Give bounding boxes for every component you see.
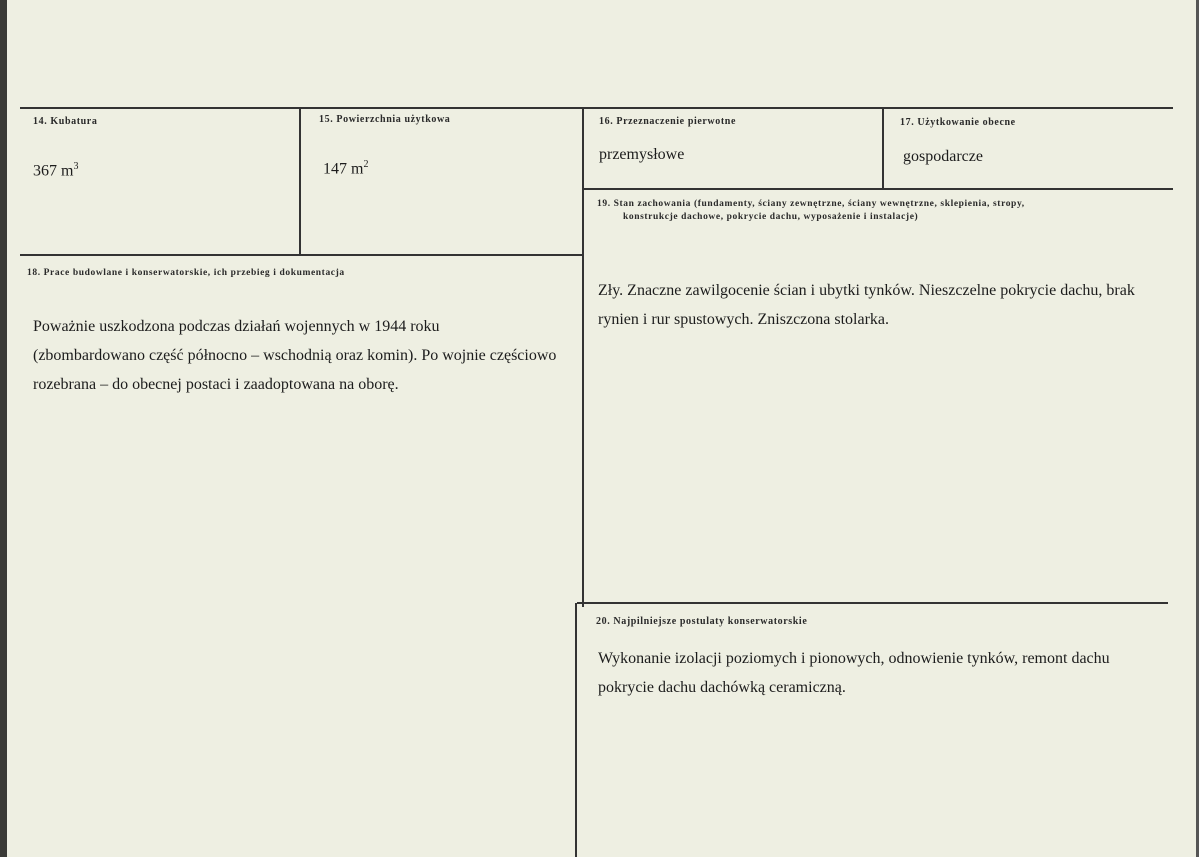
postulaty-line: pokrycie dachu dachówką ceramiczną. (598, 679, 846, 696)
divider (20, 254, 584, 256)
powierzchnia-label: 15. Powierzchnia użytkowa (319, 114, 451, 125)
divider (575, 603, 577, 857)
divider (583, 188, 1173, 190)
uzytkowanie-value: gospodarcze (903, 148, 983, 165)
prace-line: Poważnie uszkodzona podczas działań wojennych w 1944 roku (33, 318, 440, 335)
stan-line: rynien i rur spustowych. Zniszczona stolarka. (598, 311, 890, 328)
powierzchnia-value: 147 $m^2$ (323, 159, 369, 178)
stan-line: Zły. Znaczne zawilgocenie ścian i ubytki tynków. Nieszczelne pokrycie dachu, brak (598, 282, 1135, 299)
postulaty-text (598, 644, 1110, 702)
kubatura-label: 14. Kubatura (33, 116, 98, 127)
prace-line: (zbombardowano część północno – wschodnią oraz komin). Po wojnie częściowo (33, 347, 557, 364)
postulaty-line: Wykonanie izolacji poziomych i pionowych, odnowienie tynków, remont dachu (598, 650, 1110, 667)
prace-text (33, 312, 556, 399)
divider (299, 107, 301, 255)
scan-edge-left (0, 0, 7, 857)
prace-line: rozebrana – do obecnej postaci i zaadoptowana na oborę. (33, 376, 399, 393)
divider (20, 107, 1173, 109)
divider (577, 602, 1168, 604)
postulaty-label: 20. Najpilniejsze postulaty konserwatorskie (596, 616, 808, 627)
kubatura-value: 367 $m^3$ (33, 161, 79, 180)
przeznaczenie-label: 16. Przeznaczenie pierwotne (599, 116, 736, 127)
przeznaczenie-value: przemysłowe (599, 146, 685, 163)
uzytkowanie-label: 17. Użytkowanie obecne (900, 117, 1016, 128)
stan-text (598, 276, 1135, 334)
stan-label (597, 198, 1025, 224)
divider (882, 107, 884, 189)
prace-label: 18. Prace budowlane i konserwatorskie, ich przebieg i dokumentacja (27, 268, 345, 278)
stan-label-line2: konstrukcje dachowe, pokrycie dachu, wyposażenie i instalacje) (623, 212, 919, 222)
stan-label-line1: 19. Stan zachowania (fundamenty, ściany zewnętrzne, ściany wewnętrzne, sklepienia, stropy, (597, 199, 1025, 209)
divider (582, 107, 584, 607)
